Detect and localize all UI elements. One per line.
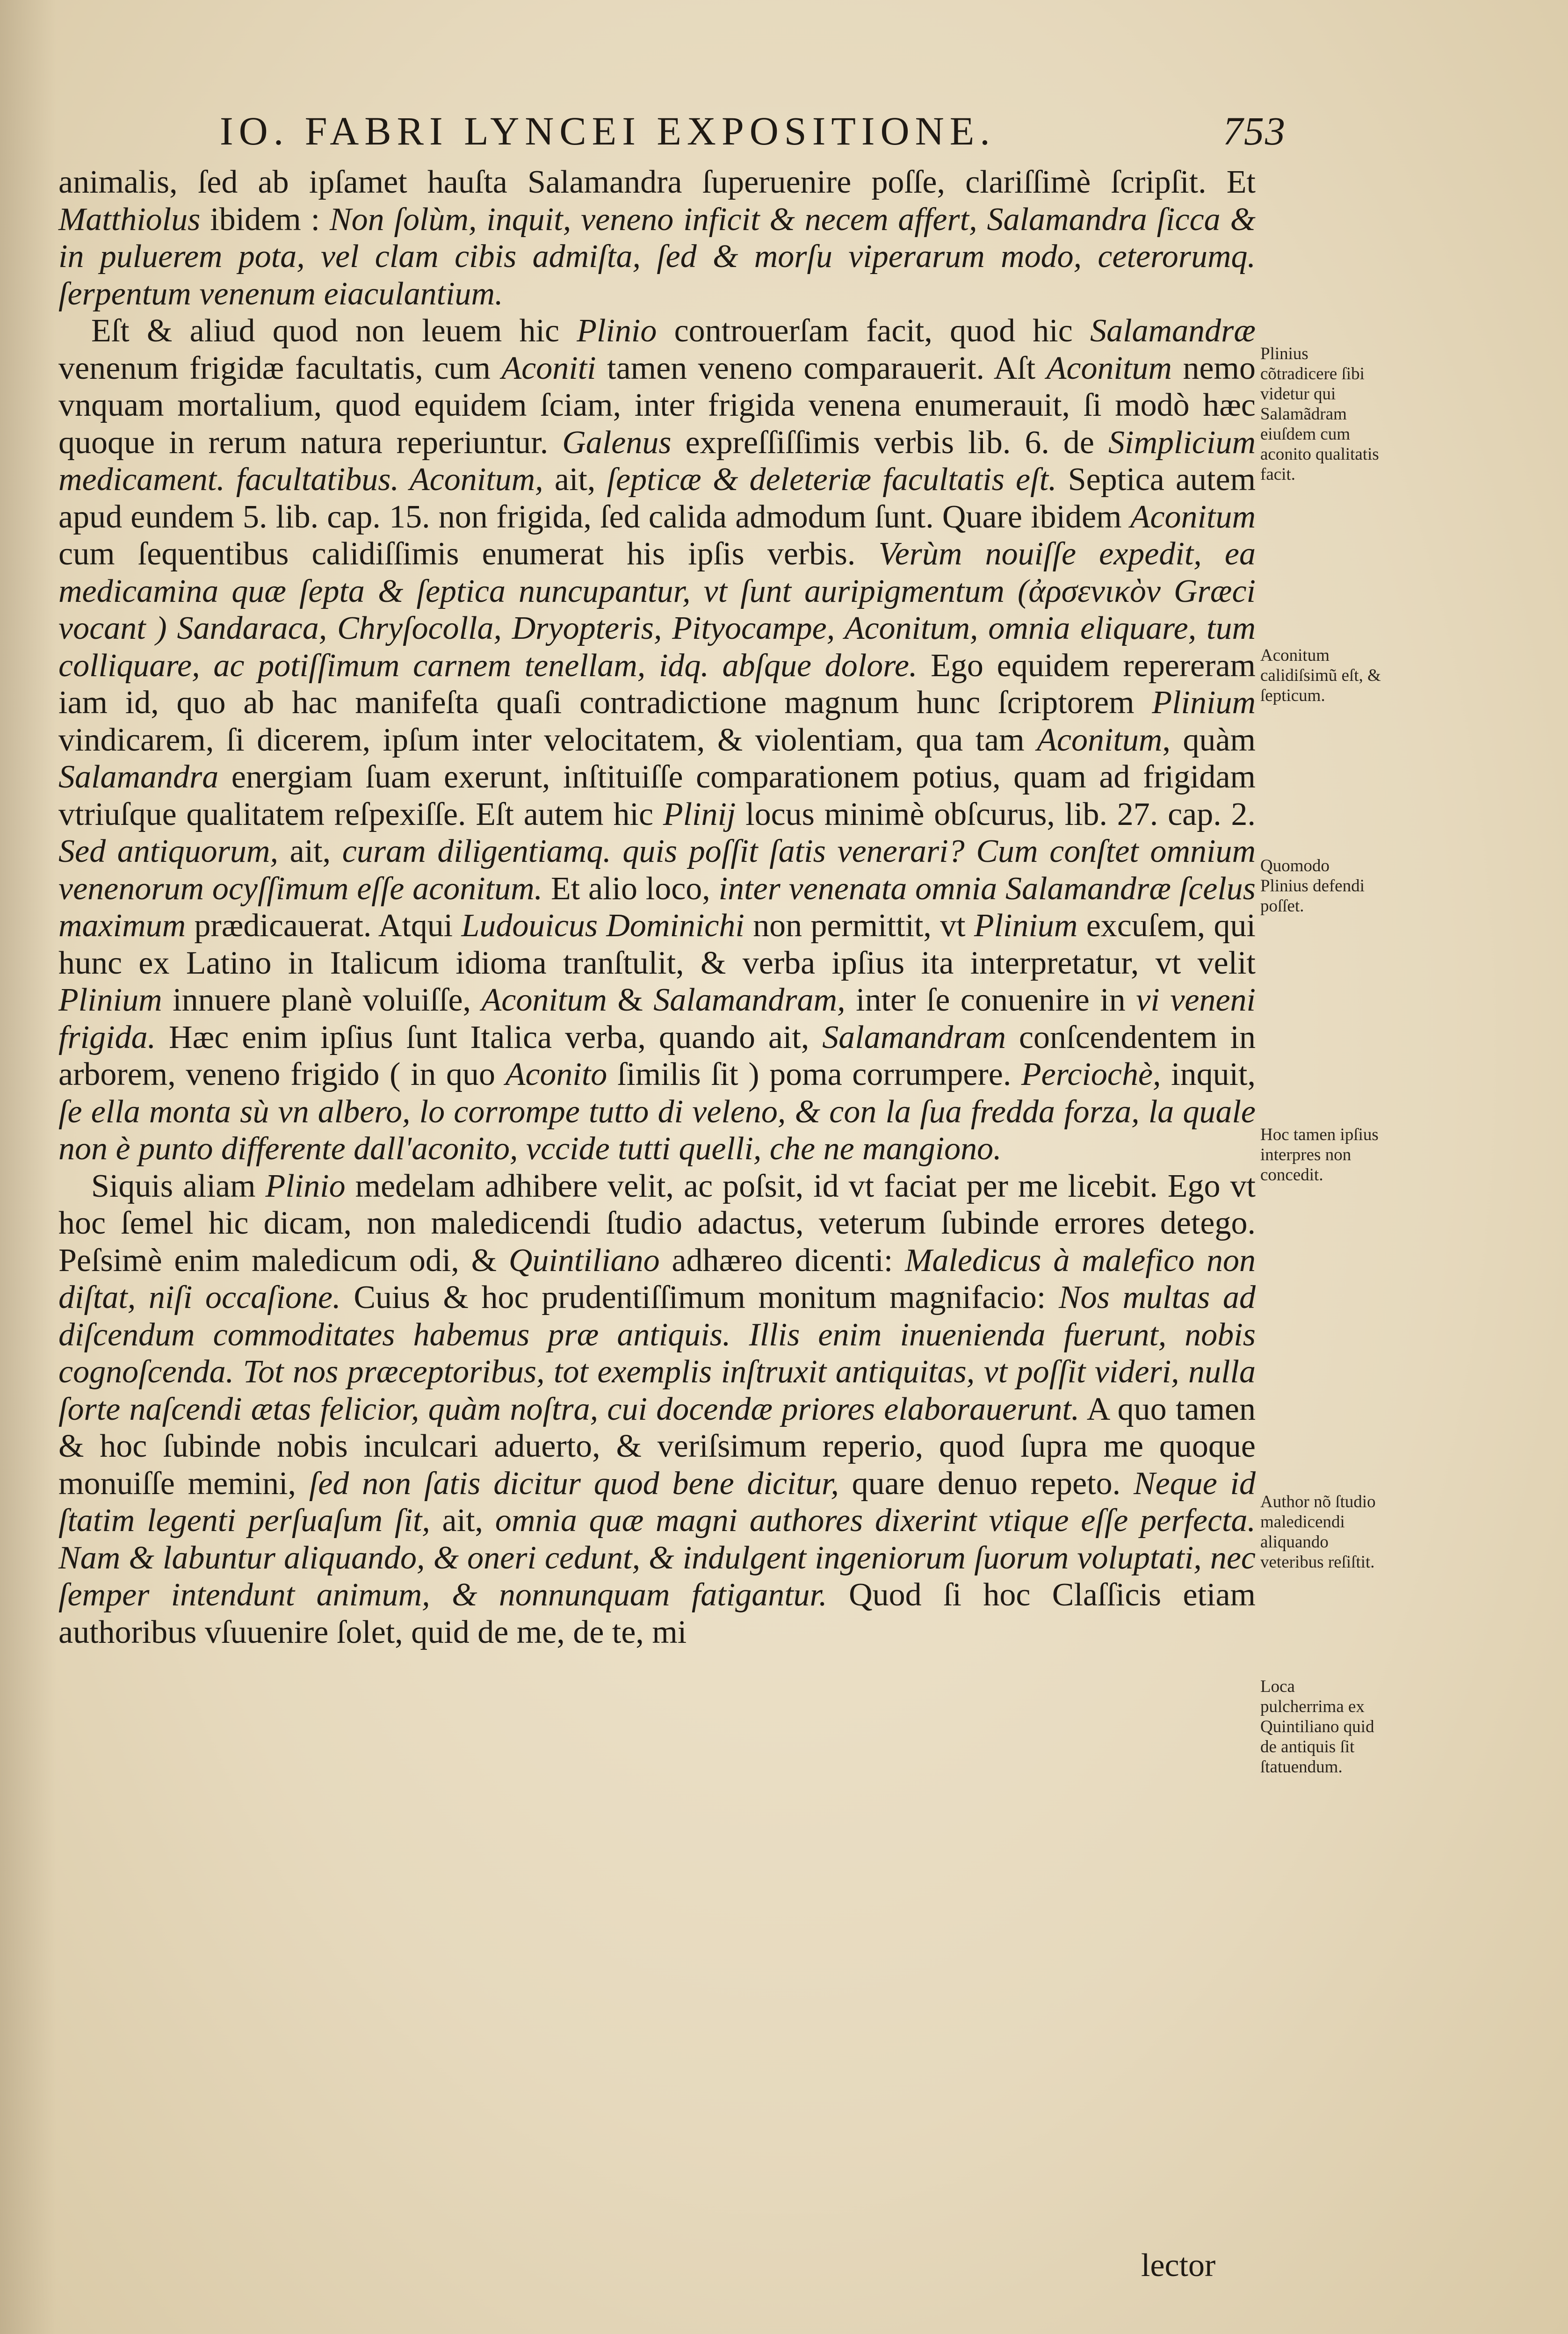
- italic-run: Salamandræ: [1090, 313, 1256, 349]
- text-run: cum ſequentibus calidiſſimis enumerat his ipſis verbis.: [58, 536, 879, 572]
- text-run: quare denuo repeto.: [838, 1465, 1134, 1502]
- italic-run: omnia quæ magni authores dixerint vtique eſſe perfecta. Nam & labuntur aliquando, & oneri cedunt, & indulgent ingeniorum ſuorum voluptati, nec ſemper intendunt animum, & nonnunquam fatigantur.: [58, 1503, 1256, 1613]
- italic-run: inter venenata omnia Salamandræ ſcelus maximum: [58, 870, 1256, 944]
- text-run: Septica autem apud eundem 5. lib. cap. 15. non frigida, ſed calida admodum ſunt. Quare ibidem: [58, 462, 1256, 535]
- text-run: Ego equidem repereram iam id, quo ab hac manifeſta quaſi contradictione magnum hunc ſcriptorem: [58, 647, 1256, 721]
- text-run: non permittit, vt: [744, 908, 974, 944]
- catchword: lector: [1141, 2247, 1216, 2283]
- text-run: inter ſe conuenire in: [845, 982, 1136, 1018]
- text-run: prædicauerat. Atqui: [186, 908, 462, 944]
- marginal-note: Aconitum calidiſsimũ eſt, & ſepticum.: [1260, 646, 1381, 705]
- text-run: Et alio loco,: [542, 870, 719, 907]
- text-run: medelam adhibere velit, ac poſsit, id vt faciat per me licebit. Ego vt hoc ſemel hic dicam, non maledicendi ſtudio adactus, veterum ſubinde errores detego. Peſsimè enim maledicum odi, &: [58, 1168, 1256, 1279]
- italic-run: ſe ella monta sù vn albero, lo corrompe tutto di veleno, & con la ſua fredda forza, la quale non è punto differente dall'aconito, vccide tutti quelli, che ne mangiono.: [58, 1093, 1256, 1167]
- text-run: &: [607, 982, 654, 1018]
- italic-run: Græci vocant ) Sandaraca, Chryſocolla, Dryopteris, Pityocampe, Aconitum, omnia eliquare, tum colliquare, ac potiſſimum carnem tenellam, idq. abſque dolore.: [58, 573, 1256, 684]
- body-text: [58, 164, 1256, 1651]
- italic-run: Salamandram: [822, 1019, 1006, 1055]
- italic-run: Matthiolus: [58, 201, 201, 238]
- text-run: Siquis aliam: [91, 1168, 266, 1204]
- italic-run: Sed antiquorum,: [58, 833, 278, 869]
- marginal-note: Loca pulcherrima ex Quintiliano quid de antiquis ſit ſtatuendum.: [1260, 1677, 1374, 1777]
- text-run: expreſſiſſimis verbis lib. 6. de: [671, 424, 1109, 461]
- italic-run: Plinium: [58, 982, 162, 1018]
- italic-run: Aconito: [505, 1056, 607, 1092]
- text-run: animalis, ſed ab ipſamet hauſta Salamandra ſuperuenire poſſe, clariſſimè ſcripſit. Et: [58, 164, 1256, 200]
- running-head-title: IO. FABRI LYNCEI EXPOSITIONE.: [220, 108, 996, 153]
- text-run: Eſt & aliud quod non leuem hic: [91, 313, 577, 349]
- text-run: ibidem :: [200, 201, 330, 238]
- italic-run: Aconitum: [1046, 350, 1172, 386]
- italic-run: vi veneni frigida.: [58, 982, 1256, 1055]
- text-run: energiam ſuam exerunt, inſtituiſſe comparationem potius, quam ad frigidam vtriuſque qualitatem reſpexiſſe. Eſt autem hic: [58, 759, 1256, 832]
- italic-run: Neque id ſtatim legenti perſuaſum ſit,: [58, 1465, 1256, 1539]
- italic-run: Quintiliano: [508, 1242, 660, 1279]
- text-run: Cuius & hoc prudentiſſimum monitum magnifacio:: [340, 1279, 1059, 1315]
- text-run: inquit,: [1161, 1056, 1256, 1092]
- text-run: ait,: [430, 1503, 495, 1539]
- text-run: nemo vnquam mortalium, quod equidem ſciam, inter frigida venena enumerauit, ſi modò hæc quoque in rerum natura reperiuntur.: [58, 350, 1256, 461]
- italic-run: Galenus: [562, 424, 672, 461]
- italic-run: Plinio: [265, 1168, 346, 1204]
- marginal-note: Author nõ ſtudio maledicendi aliquando veteribus reſiſtit.: [1260, 1492, 1376, 1572]
- text-run: Quod ſi hoc Claſſicis etiam authoribus vſuuenire ſolet, quid de me, de te, mi: [58, 1577, 1256, 1650]
- italic-run: Aconitum: [1037, 722, 1163, 758]
- text-run: conſcendentem in arborem, veneno frigido ( in quo: [58, 1019, 1256, 1092]
- text-run: ait,: [543, 462, 607, 498]
- running-head: [220, 108, 1286, 159]
- paragraph: [58, 312, 1256, 1168]
- marginal-note: Plinius cõtradicere ſibi videtur qui Salamãdram eiuſdem cum aconito qualitatis facit.: [1260, 344, 1379, 484]
- italic-run: Verùm nouiſſe expedit, ea medicamina quæ ſepta & ſeptica nuncupantur, vt ſunt auripigmentum (: [58, 536, 1256, 609]
- text-run: excuſem, qui hunc ex Latino in Italicum idioma tranſtulit, & verba ipſius ita interpretatur, vt velit: [58, 908, 1256, 981]
- italic-run: Simplicium medicament. facultatibus. Aconitum,: [58, 424, 1256, 498]
- italic-run: curam diligentiamq. quis poſſit ſatis venerari? Cum conſtet omnium venenorum ocyſſimum eſſe aconitum.: [58, 833, 1256, 907]
- marginal-note: Hoc tamen ipſius interpres non concedit.: [1260, 1125, 1379, 1185]
- italic-run: ἀρσενικὸν: [1028, 573, 1161, 609]
- paragraph: [58, 1168, 1256, 1651]
- text-run: controuerſam facit, quod hic: [657, 313, 1091, 349]
- italic-run: ſed non ſatis dicitur quod bene dicitur,: [309, 1465, 839, 1502]
- italic-run: Non ſolùm, inquit, veneno inficit & necem affert, Salamandra ſicca & in puluerem pota, vel clam cibis admiſta, ſed & morſu viperarum modo, ceterorumq. ſerpentum venenum eiaculantium.: [58, 201, 1256, 312]
- text-run: A quo tamen & hoc ſubinde nobis inculcari aduerto, & veriſsimum reperio, quod ſupra me quoque monuiſſe memini,: [58, 1391, 1256, 1502]
- italic-run: Aconitum: [481, 982, 607, 1018]
- text-run: vindicarem, ſi dicerem, ipſum inter velocitatem, & violentiam, qua tam: [58, 722, 1037, 758]
- text-run: innuere planè voluiſſe,: [162, 982, 482, 1018]
- italic-run: ſepticæ & deleteriæ facultatis eſt.: [607, 462, 1057, 498]
- marginal-note: Quomodo Plinius defendi poſſet.: [1260, 856, 1365, 916]
- italic-run: Nos multas ad diſcendum commoditates habemus præ antiquis. Illis enim inuenienda fuerunt, nobis cognoſcenda. Tot nos præceptoribus, tot exemplis inſtruxit antiquitas, vt poſſit videri, nulla ſorte naſcendi ætas felicior, quàm noſtra, cui docendæ priores elaborauerunt.: [58, 1279, 1256, 1427]
- text-run: venenum frigidæ facultatis, cum: [58, 350, 502, 386]
- italic-run: Ludouicus Dominichi: [461, 908, 744, 944]
- text-run: locus minimè obſcurus, lib. 27. cap. 2.: [736, 796, 1256, 832]
- text-run: tamen veneno comparauerit. Aſt: [596, 350, 1047, 386]
- italic-run: Aconitum: [1130, 499, 1256, 535]
- italic-run: Plinij: [663, 796, 736, 832]
- text-run: , quàm: [1162, 722, 1256, 758]
- italic-run: Aconiti: [501, 350, 596, 386]
- text-run: Hæc enim ipſius ſunt Italica verba, quando ait,: [156, 1019, 823, 1055]
- italic-run: Salamandram,: [653, 982, 845, 1018]
- paragraph: [58, 164, 1256, 312]
- italic-run: Plinio: [577, 313, 657, 349]
- italic-run: Plinium: [974, 908, 1078, 944]
- italic-run: Plinium: [1152, 685, 1256, 721]
- italic-run: Perciochè,: [1021, 1056, 1161, 1092]
- text-run: adhæreo dicenti:: [659, 1242, 905, 1279]
- italic-run: Maledicus à malefico non diſtat, niſi occaſione.: [58, 1242, 1256, 1315]
- text-run: ſimilis ſit ) poma corrumpere.: [607, 1056, 1021, 1092]
- italic-run: Salamandra: [58, 759, 219, 795]
- text-run: ait,: [278, 833, 342, 869]
- page-number: 753: [1223, 108, 1286, 153]
